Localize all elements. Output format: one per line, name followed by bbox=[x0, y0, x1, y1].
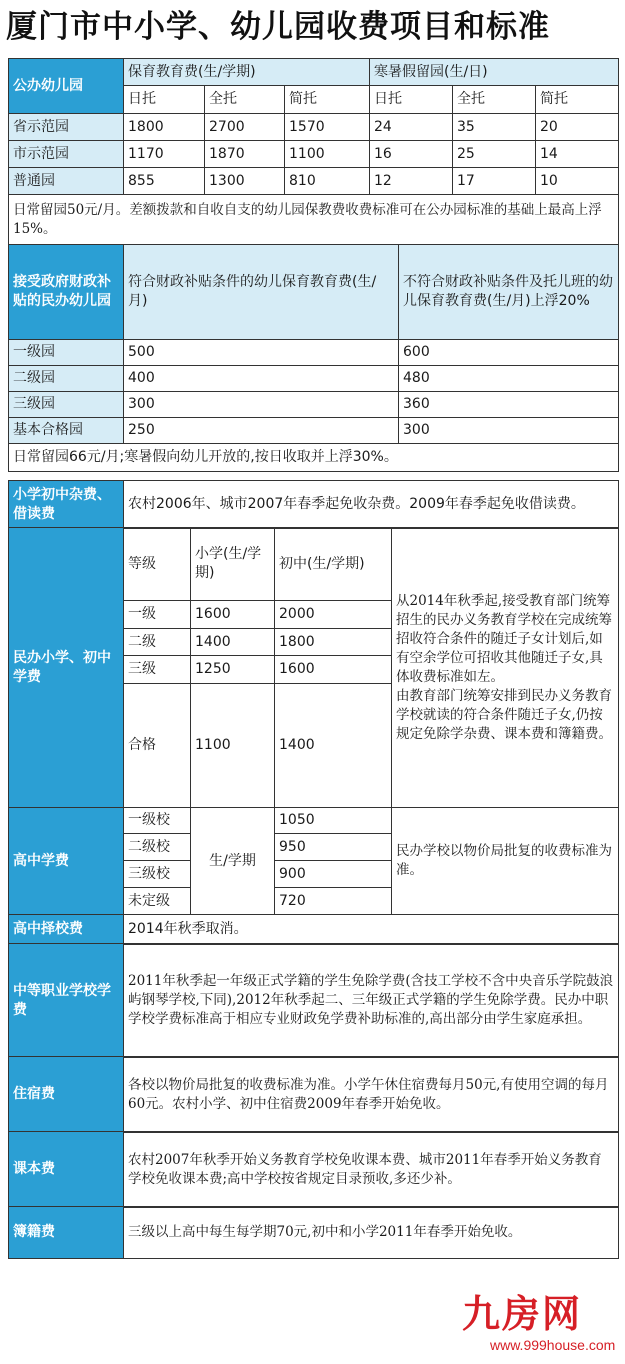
school-choice-text: 2014年秋季取消。 bbox=[124, 915, 619, 945]
row-label: 一级园 bbox=[9, 340, 124, 366]
row-label: 三级园 bbox=[9, 392, 124, 418]
table-cell: 250 bbox=[124, 418, 399, 444]
table-cell: 950 bbox=[275, 834, 392, 861]
table-cell: 2000 bbox=[275, 601, 392, 629]
misc-fees-text: 农村2006年、城市2007年春季起免收杂费。2009年春季起免收借读费。 bbox=[124, 481, 619, 529]
header-junior: 初中(生/学期) bbox=[275, 528, 392, 601]
table-cell: 855 bbox=[124, 168, 205, 195]
school-choice-table bbox=[8, 914, 619, 945]
exercise-book-text: 三级以上高中每生每学期70元,初中和小学2011年春季开始免收。 bbox=[124, 1207, 619, 1259]
grade-cell: 三级校 bbox=[124, 861, 191, 888]
table-cell: 1250 bbox=[191, 656, 275, 684]
grade-cell: 三级 bbox=[124, 656, 191, 684]
grade-cell: 一级 bbox=[124, 601, 191, 629]
table-cell: 600 bbox=[399, 340, 619, 366]
exercise-book-table bbox=[8, 1206, 619, 1259]
row-label: 省示范园 bbox=[9, 114, 124, 141]
table-row bbox=[9, 168, 619, 195]
table-cell: 810 bbox=[285, 168, 370, 195]
public-kindergarten-table bbox=[8, 58, 619, 245]
table-cell: 1300 bbox=[205, 168, 285, 195]
table-cell: 1400 bbox=[191, 629, 275, 656]
header-subsidized-fee: 符合财政补贴条件的幼儿保育教育费(生/月) bbox=[124, 245, 399, 340]
private-school-note bbox=[392, 528, 619, 808]
site-logo bbox=[456, 1292, 616, 1358]
category-high-school: 高中学费 bbox=[9, 808, 124, 915]
table-row bbox=[9, 366, 619, 392]
category-textbook: 课本费 bbox=[9, 1132, 124, 1208]
subheader-cell: 日托 bbox=[370, 86, 453, 114]
high-school-unit: 生/学期 bbox=[191, 808, 275, 915]
category-school-choice: 高中择校费 bbox=[9, 915, 124, 945]
subheader-cell: 全托 bbox=[205, 86, 285, 114]
grade-cell: 二级校 bbox=[124, 834, 191, 861]
table-cell: 1600 bbox=[191, 601, 275, 629]
header-unsubsidized-fee: 不符合财政补贴条件及托儿班的幼儿保育教育费(生/月)上浮20% bbox=[399, 245, 619, 340]
textbook-table bbox=[8, 1131, 619, 1208]
misc-fees-table bbox=[8, 480, 619, 529]
subheader-cell: 全托 bbox=[453, 86, 536, 114]
accommodation-text: 各校以物价局批复的收费标准为准。小学午休住宿费每月50元,有使用空调的每月60元。农村小学、初中住宿费2009年春季开始免收。 bbox=[124, 1057, 619, 1133]
table-cell: 480 bbox=[399, 366, 619, 392]
table-row bbox=[9, 392, 619, 418]
table-row bbox=[9, 114, 619, 141]
private-school-note-2: 由教育部门统筹安排到民办义务教育学校就读的符合条件随迁子女,仍按规定免除学杂费、课本费和簿籍费。 bbox=[396, 687, 612, 742]
category-public-kindergarten: 公办幼儿园 bbox=[9, 59, 124, 114]
table-cell: 1170 bbox=[124, 141, 205, 168]
page-title: 厦门市中小学、幼儿园收费项目和标准 bbox=[6, 9, 550, 45]
table-row bbox=[9, 418, 619, 444]
table-cell: 1800 bbox=[275, 629, 392, 656]
header-care-education-fee: 保育教育费(生/学期) bbox=[124, 59, 370, 86]
table-cell: 1100 bbox=[285, 141, 370, 168]
table-cell: 1870 bbox=[205, 141, 285, 168]
high-school-note: 民办学校以物价局批复的收费标准为准。 bbox=[392, 808, 619, 915]
table-cell: 360 bbox=[399, 392, 619, 418]
grade-cell: 二级 bbox=[124, 629, 191, 656]
table-cell: 16 bbox=[370, 141, 453, 168]
table-cell: 25 bbox=[453, 141, 536, 168]
header-holiday-stay-fee: 寒暑假留园(生/日) bbox=[370, 59, 619, 86]
table-cell: 1570 bbox=[285, 114, 370, 141]
logo-wordmark: 九房网 bbox=[462, 1292, 583, 1336]
table-cell: 35 bbox=[453, 114, 536, 141]
table-cell: 300 bbox=[399, 418, 619, 444]
category-exercise-book: 簿籍费 bbox=[9, 1207, 124, 1259]
table-cell: 12 bbox=[370, 168, 453, 195]
row-label: 普通园 bbox=[9, 168, 124, 195]
subheader-cell: 简托 bbox=[285, 86, 370, 114]
public-kindergarten-note: 日常留园50元/月。差额拨款和自收自支的幼儿园保教费收费标准可在公办园标准的基础上最高上浮15%。 bbox=[9, 195, 619, 245]
private-school-note-1: 从2014年秋季起,接受教育部门统筹招生的民办义务教育学校在完成统筹招收符合条件的随迁子女计划后,如有空余学位可招收其他随迁子女,具体收费标准如左。 bbox=[396, 592, 612, 685]
high-school-table bbox=[8, 807, 619, 915]
table-row bbox=[9, 141, 619, 168]
table-row bbox=[9, 808, 619, 834]
category-accommodation: 住宿费 bbox=[9, 1057, 124, 1133]
table-cell: 400 bbox=[124, 366, 399, 392]
header-grade: 等级 bbox=[124, 528, 191, 601]
textbook-text: 农村2007年秋季开始义务教育学校免收课本费、城市2011年春季开始义务教育学校免收课本费;高中学校按省规定目录预收,多还少补。 bbox=[124, 1132, 619, 1208]
table-cell: 1100 bbox=[191, 684, 275, 808]
header-primary: 小学(生/学期) bbox=[191, 528, 275, 601]
grade-cell: 一级校 bbox=[124, 808, 191, 834]
category-private-school: 民办小学、初中学费 bbox=[9, 528, 124, 808]
accommodation-table bbox=[8, 1056, 619, 1133]
table-cell: 1400 bbox=[275, 684, 392, 808]
table-cell: 900 bbox=[275, 861, 392, 888]
category-private-kindergarten: 接受政府财政补贴的民办幼儿园 bbox=[9, 245, 124, 340]
subheader-cell: 日托 bbox=[124, 86, 205, 114]
category-vocational: 中等职业学校学费 bbox=[9, 944, 124, 1058]
grade-cell: 未定级 bbox=[124, 888, 191, 915]
table-cell: 17 bbox=[453, 168, 536, 195]
table-cell: 500 bbox=[124, 340, 399, 366]
row-label: 二级园 bbox=[9, 366, 124, 392]
vocational-table bbox=[8, 943, 619, 1058]
table-cell: 300 bbox=[124, 392, 399, 418]
table-cell: 1050 bbox=[275, 808, 392, 834]
row-label: 基本合格园 bbox=[9, 418, 124, 444]
row-label: 市示范园 bbox=[9, 141, 124, 168]
table-cell: 720 bbox=[275, 888, 392, 915]
category-misc-fees: 小学初中杂费、借读费 bbox=[9, 481, 124, 529]
table-cell: 1800 bbox=[124, 114, 205, 141]
table-row bbox=[9, 340, 619, 366]
private-kindergarten-note: 日常留园66元/月;寒暑假向幼儿开放的,按日收取并上浮30%。 bbox=[9, 444, 619, 472]
table-cell: 2700 bbox=[205, 114, 285, 141]
private-kindergarten-table bbox=[8, 244, 619, 472]
table-cell: 1600 bbox=[275, 656, 392, 684]
table-cell: 24 bbox=[370, 114, 453, 141]
grade-cell: 合格 bbox=[124, 684, 191, 808]
logo-url: www.999house.com bbox=[490, 1337, 616, 1353]
table-cell: 20 bbox=[536, 114, 619, 141]
private-school-table bbox=[8, 527, 619, 808]
table-cell: 14 bbox=[536, 141, 619, 168]
table-cell: 10 bbox=[536, 168, 619, 195]
vocational-text: 2011年秋季起一年级正式学籍的学生免除学费(含技工学校不含中央音乐学院鼓浪屿钢琴学校,下同),2012年秋季起二、三年级正式学籍的学生免除学费。民办中职学校学费标准高于相应专业财政免学费补助标准的,高出部分由学生家庭承担。 bbox=[124, 944, 619, 1058]
subheader-cell: 简托 bbox=[536, 86, 619, 114]
